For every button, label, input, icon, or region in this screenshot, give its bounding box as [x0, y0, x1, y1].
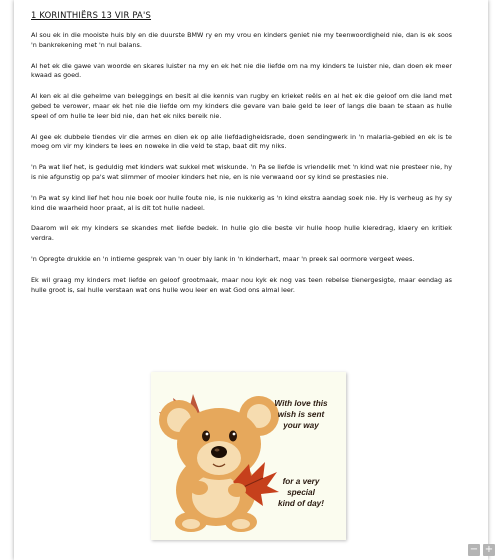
card-message-bottom: [261, 476, 341, 509]
card-line: your way: [283, 421, 319, 430]
zoom-in-button[interactable]: +: [484, 544, 494, 555]
document-body: [31, 31, 452, 306]
paragraph: 'n Opregte drukkie en 'n intieme gesprek van 'n ouer bly lank in 'n kinderhart, maar 'n preek sal oormore vergeet wees.: [31, 254, 415, 263]
paragraph: 'n Pa wat lief het, is geduldig met kinders wat sukkel met wiskunde. 'n Pa se liefde is vriendelik met 'n kind wat nie presteer nie, hy is nie afgunstig op pa's wat slimmer of mooier kinders het nie, en is nie verwaand oor sy kind se prestasies nie.: [31, 163, 452, 181]
card-message-top: [261, 398, 341, 431]
page-title: 1 KORINTHIËRS 13 VIR PA'S: [31, 10, 152, 20]
paragraph: Daarom wil ek my kinders se skandes met liefde bedek. In hulle glo die beste vir hulle hoop hulle kleredrag, klaery en kritiek verdra.: [31, 224, 452, 243]
zoom-out-button[interactable]: −: [469, 544, 479, 555]
paragraph: Al ken ek al die geheime van beleggings en besit al die kennis van rugby en krieket reëls en al het ek die geloof om die land met gebed te verower, maar ek het nie die liefde om my kinders die gevare van baie geld te leer of langs die baan te staan as hulle speel of om hulle te leer bid nie, dan het ek niks bereik nie.: [31, 92, 452, 120]
card-line: special: [287, 488, 315, 497]
card-line: for a very: [282, 477, 320, 486]
card-line: With love this: [274, 399, 328, 408]
document-page: [14, 0, 488, 560]
zoom-controls: [468, 544, 495, 556]
greeting-card-image: [151, 372, 346, 540]
paragraph: Ek wil graag my kinders met liefde en geloof grootmaak, maar nou kyk ek nog vas teen rebelse tienergesigte, maar eendag as hulle groot is, sal hulle verstaan wat ons hulle wou leer en wat God ons almal leer.: [31, 275, 452, 294]
card-line: kind of day!: [278, 499, 324, 508]
paragraph: Al gee ek dubbele tiendes vir die armes en dien ek op alle liefdadigheidsrade, doen sendingwerk in 'n malaria-gebied en ek is te moeg om vir my kinders te lees en noweke in die veld te stap, baat dit my niks.: [31, 132, 452, 151]
paragraph: Al sou ek in die mooiste huis bly en die duurste BMW ry en my vrou en kinders geniet nie my teenwoordigheid nie, dan is ek soos 'n bankrekening met 'n nul balans.: [31, 31, 452, 49]
card-line: wish is sent: [277, 410, 325, 419]
paragraph: Al het ek die gawe van woorde en skares luister na my en ek het nie die liefde om na my kinders te luister nie, dan doen ek meer kwaad as goed.: [31, 61, 452, 80]
paragraph: 'n Pa wat sy kind lief het hou nie boek oor hulle foute nie, is nie nukkerig as 'n kind ekstra aandag soek nie. Hy is verheug as hy sy kind die waarheid hoor praat, al is dit tot hulle nadeel.: [31, 193, 452, 212]
